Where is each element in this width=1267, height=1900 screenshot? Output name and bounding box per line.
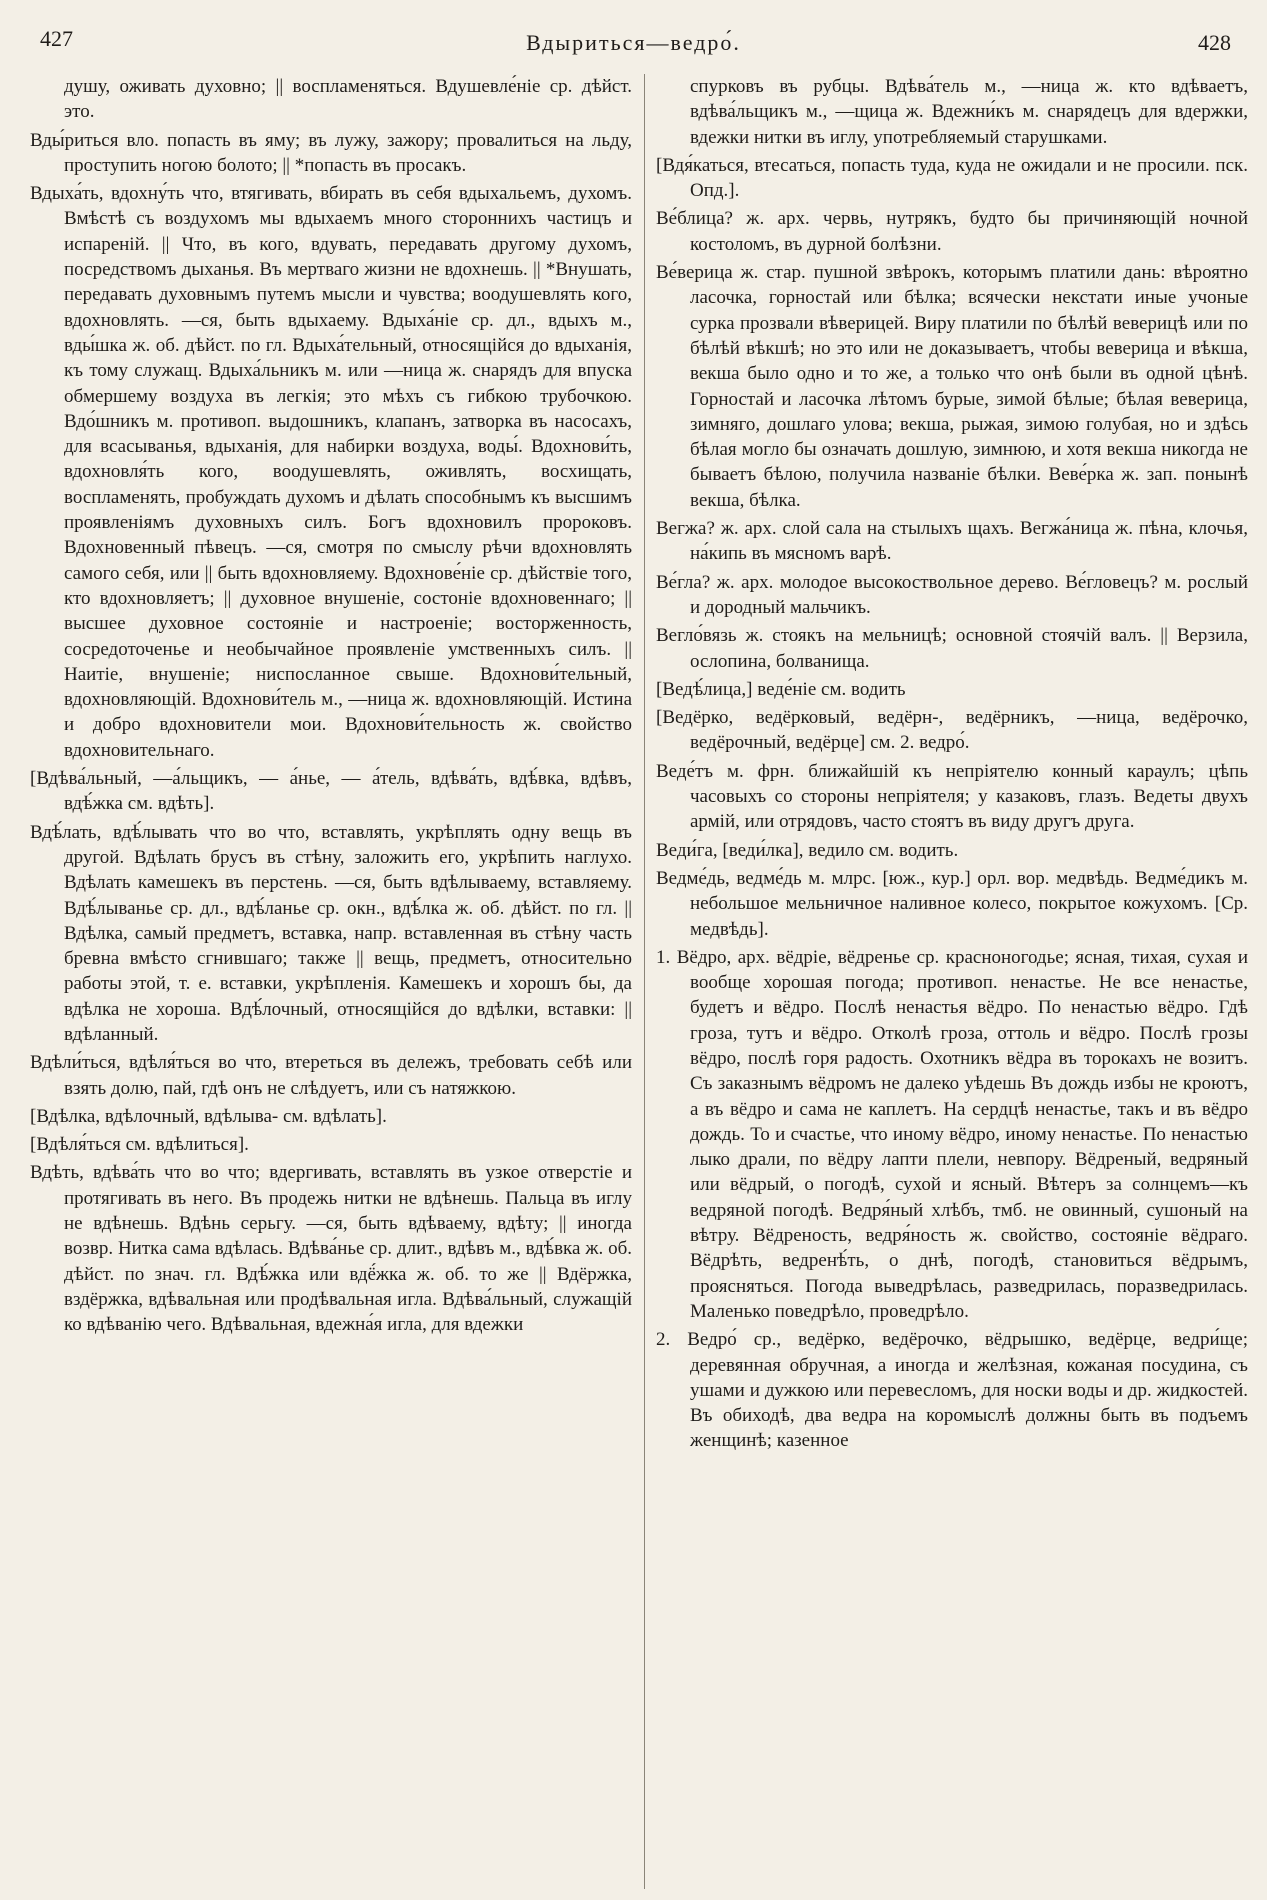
dictionary-entry: [Ведѣ́лица,] веде́ніе см. водить [656,678,906,700]
dictionary-entry: Вегжа? ж. арх. слой сала на стылыхъ щахъ. Вегжа́ница ж. пѣна, клочья, на́кипь въ мясномъ варѣ. [656,518,1248,565]
dictionary-entry: Вды́риться вло. попасть въ яму; въ лужу, зажору; провалиться на льду, проступить ногою болото; || *попасть въ просакъ. [30,129,632,176]
dictionary-entry: Веде́тъ м. фрн. ближайшій къ непріятелю конный караулъ; цѣпь часовыхъ со стороны непріятеля; у казаковъ, глазъ. Ведеты двухъ армій, или отрядовъ, часто стоятъ въ виду другъ друга. [656,760,1248,833]
dictionary-entry: Вдыха́ть, вдохну́ть что, втягивать, вбирать въ себя вдыхальемъ, духомъ. Вмѣстѣ съ воздухомъ мы вдыхаемъ много стороннихъ частицъ и испареній. || Что, въ кого, вдувать, передавать другому духомъ, посредствомъ дыханья. Въ мертваго жизни не вдохнешь. || *Внушать, передавать духовнымъ путемъ мысли и чувства; воодушевлять кого, вдохновлять. —ся, быть вдыхаему. Вдыха́ніе ср. дл., вдыхъ м., вды́шка ж. об. дѣйст. по гл. Вдыха́тельный, относящійся до вдыханія, къ тому служащ. Вдыха́льникъ м. или —ница ж. снарядъ для впуска обмершему воздуха въ легкія; это мѣхъ съ гибкою трубочкою. Вдо́шникъ м. противоп. выдошникъ, клапанъ, затворка въ насосахъ, для всасыванья, вдыханія, для набирки воздуха, воды́. Вдохнови́ть, вдохновля́ть кого, воодушевлять, оживлять, восхищать, воспламенять, пробуждать духомъ и дѣлать способнымъ къ высшимъ проявленіямъ духовныхъ силъ. Богъ вдохновилъ пророковъ. Вдохновенный пѣвецъ. —ся, смотря по смыслу рѣчи вдохновлять самого себя, или || быть вдохновляему. Вдохнове́ніе ср. дѣйствіе того, кто вдохновляетъ; || духовное внушеніе, состоніе вдохновеннаго; || высшее духовное состояніе и настроеніе; восторженность, сосредоточенье и необычайное проявленіе умственныхъ силъ. || Наитіе, внушеніе; ниспосланное свыше. Вдохнови́тельный, вдохновляющій. Вдохнови́тель м., —ница ж. вдохновляющій. Истина и добро вдохновители мои. Вдохнови́тельность ж. свойство вдохновительнаго. [30,183,632,761]
dictionary-entry: [Ведёрко, ведёрковый, ведёрн-, ведёрникъ, —ница, ведёрочко, ведёрочный, ведёрце] см. 2. ведро́. [656,707,1248,754]
dictionary-entry: [Вдя́каться, втесаться, попасть туда, куда не ожидали и не просили. пск. Опд.]. [656,154,1248,202]
dictionary-entry: спурковъ въ рубцы. Вдѣва́тель м., —ница ж. кто вдѣваетъ, вдѣва́льщикъ м., —щица ж. Вдежни́къ м. снарядецъ для вдержки, вдежки нитки въ иглу, употребляемый старушками. [690,76,1248,148]
left-column [30,74,632,1889]
dictionary-entry: Вдѣть, вдѣва́ть что во что; вдергивать, вставлять въ узкое отверстіе и протягивать въ него. Въ продежь нитки не вдѣнешь. Пальца въ иглу не вдѣнешь. Вдѣнь серьгу. —ся, быть вдѣваему, вдѣту; || иногда возвр. Нитка сама вдѣлась. Вдѣва́нье ср. длит., вдѣвъ м., вдѣ́вка ж. об. дѣйст. по знач. гл. Вдѣ́жка или вдё́жка ж. об. то же || Вдёржка, вздёржка, вдѣвальная или продѣвальная игла. Вдѣва́льный, служащій ко вдѣванію чего. Вдѣвальная, вдежна́я игла, для вдежки [30,1162,632,1336]
dictionary-entry: Ведме́дь, ведме́дь м. млрс. [юж., кур.] орл. вор. медвѣдь. Ведме́дикъ м. небольшое мельничное наливное колесо, покрытое кожухомъ. [Ср. медвѣдь]. [656,867,1248,940]
dictionary-entry: 2. Ведро́ ср., ведёрко, ведёрочко, вёдрышко, ведёрце, ведри́ще; деревянная обручная, а иногда и желѣзная, кожаная посудина, съ ушами и дужкою или перевесломъ, для носки воды и др. жидкостей. Въ обиходѣ, два ведра на коромыслѣ должны быть въ подъемъ женщинѣ; казенное [656,1329,1248,1452]
dictionary-entry: [Вдѣлка, вдѣлочный, вдѣлыва- см. вдѣлать]. [30,1105,387,1127]
page-number-left: 427 [40,26,73,51]
dictionary-entry: Вдѣ́лать, вдѣ́лывать что во что, вставлять, укрѣплять одну вещь въ другой. Вдѣлать брусъ въ стѣну, заложить его, укрѣпить наглухо. Вдѣлать камешекъ въ перстень. —ся, быть вдѣлываему, вставляему. Вдѣ́лыванье ср. дл., вдѣ́ланье ср. окн., вдѣ́лка ж. об. дѣйст. по гл. || Вдѣлка, самый предметъ, вставка, напр. вставленная въ стѣну часть бревна вмѣсто сгнившаго; также || вещь, предметъ, относительно работы этой, т. е. вставки, укрѣпленія. Камешекъ и хорошъ бы, да вдѣлка не хороша. Вдѣ́лочный, относящійся до вдѣлки, вставки: || вдѣланный. [30,821,632,1045]
page-header [0,22,1267,58]
right-column [656,74,1248,1889]
column-divider [644,74,645,1889]
dictionary-entry: Ве́блица? ж. арх. червь, нутрякъ, будто бы причиняющій ночной костоломъ, въ дурной болѣзни. [656,208,1248,255]
dictionary-entry: 1. Вёдро, арх. вёдріе, вёдренье ср. красноногодье; ясная, тихая, сухая и вообще хорошая погода; противоп. ненастье. Не все ненастье, будетъ и вёдро. Послѣ ненастья вёдро. По ненастью вёдро. Гдѣ гроза, тутъ и вёдро. Отколѣ гроза, оттоль и вёдро. Послѣ грозы вёдро, послѣ горя радость. Охотникъ вёдра въ торокахъ не возитъ. Съ заказнымъ вёдромъ не далеко уѣдешь Въ дождь избы не кроютъ, а въ вёдро и сама не каплетъ. На сердцѣ ненастье, такъ и въ вёдро дождь. То и счастье, что иному вёдро, иному ненастье. По ненастью лыко драли, по вёдру лапти плели, невпору. Вёдреный, ведряный или вёдрый, о погодѣ, сухой и ясный. Вѣтеръ за солнцемъ—къ ведряной погодѣ. Ведря́ный хлѣбъ, тмб. не овинный, сушоный на вѣтру. Вёдреность, ведря́ность ж. свойство, состояніе вёдраго. Вёдрѣть, ведренѣ́ть, о днѣ, погодѣ, становиться вёдрымъ, проясняться. Погода выведрѣлась, разведрилась, поразведрилась. Маленько поведрѣло, проведрѣло. [656,946,1248,1322]
dictionary-entry: Вдѣли́ться, вдѣля́ться во что, втереться въ дележъ, требовать себѣ или взять долю, пай, гдѣ онъ не слѣдуетъ, или съ натяжкою. [30,1052,632,1099]
dictionary-entry: душу, оживать духовно; || воспламеняться. Вдушевле́ніе ср. дѣйст. это. [64,76,632,123]
running-title: Вдыриться—ведро́. [526,30,741,55]
dictionary-entry: [Вдѣля́ться см. вдѣлиться]. [30,1134,249,1156]
dictionary-entry: Ве́гла? ж. арх. молодое высокоствольное дерево. Ве́гловецъ? м. рослый и дородный мальчикъ. [656,571,1248,618]
dictionary-entry: [Вдѣва́льный, —а́льщикъ, — а́нье, — а́тель, вдѣва́ть, вдѣ́вка, вдѣвъ, вдѣ́жка см. вдѣть]. [30,768,632,815]
dictionary-entry: Веди́га, [веди́лка], ведило см. водить. [656,839,959,861]
dictionary-entry: Ве́верица ж. стар. пушной звѣрокъ, которымъ платили дань: вѣроятно ласочка, горностай или бѣлка; всячески некстати иные учоные сурка прозвали вѣверицей. Виру платили по бѣлѣй веверицѣ или по бѣлѣй вѣкшѣ; но это или не доказываетъ, чтобы веверица и вѣкша, векша было одно и то же, а только что онѣ были въ одной цѣнѣ. Горностай и ласочка лѣтомъ бурые, зимой бѣлые; бѣлая веверица, зимняго, дошлаго улова; векша, рыжая, зимою голубая, но и здѣсь бѣлая могло бы означать дошлую, зимнюю, и хотя векша никогда не бываетъ бѣлою, получила названіе бѣлки. Веве́рка ж. зап. понынѣ векша, бѣлка. [656,262,1248,511]
page-number-right: 428 [1198,30,1231,55]
dictionary-entry: Вегло́вязь ж. стоякъ на мельницѣ; основной стоячій валъ. || Верзила, ослопина, болванища. [656,625,1248,672]
